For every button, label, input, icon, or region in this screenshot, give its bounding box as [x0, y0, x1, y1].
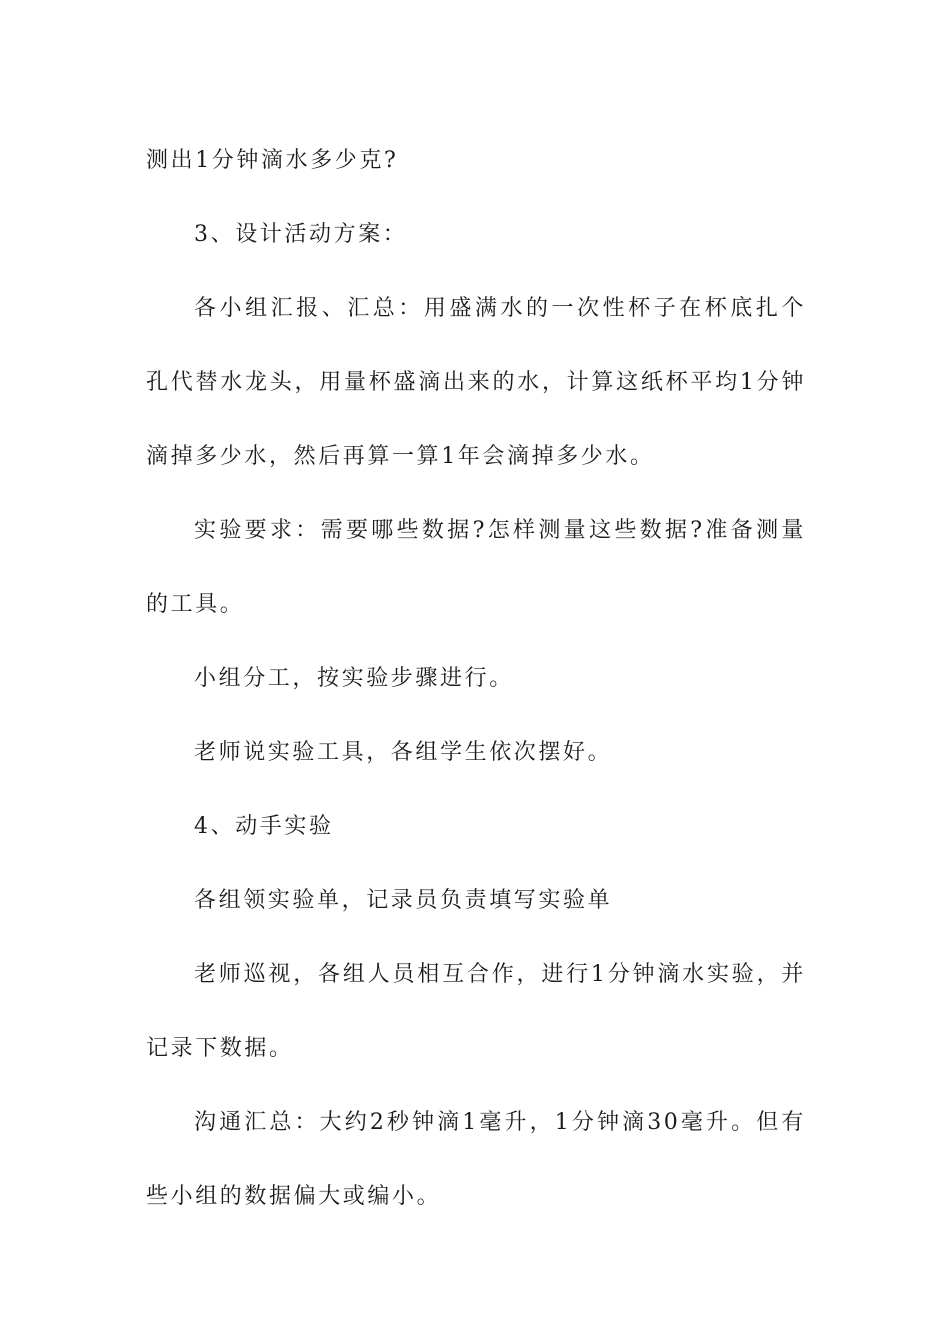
paragraph-1: 测出1分钟滴水多少克?: [146, 148, 399, 173]
paragraph-9: 老师巡视，各组人员相互合作，进行1分钟滴水实验，并记录下数据。: [146, 962, 806, 1061]
paragraph-3: 各小组汇报、汇总：用盛满水的一次性杯子在杯底扎个孔代替水龙头，用量杯盛滴出来的水，计算这纸杯平均1分钟滴掉多少水，然后再算一算1年会滴掉多少水。: [146, 296, 806, 469]
paragraph-7: 4、动手实验: [194, 814, 334, 839]
paragraph-8: 各组领实验单，记录员负责填写实验单: [194, 888, 613, 913]
document-body: [146, 124, 806, 1234]
paragraph-6: 老师说实验工具，各组学生依次摆好。: [194, 740, 613, 765]
paragraph-5: 小组分工，按实验步骤进行。: [194, 666, 514, 691]
paragraph-10: 沟通汇总：大约2秒钟滴1毫升，1分钟滴30毫升。但有些小组的数据偏大或编小。: [146, 1110, 806, 1209]
paragraph-4: 实验要求：需要哪些数据?怎样测量这些数据?准备测量的工具。: [146, 518, 806, 617]
paragraph-2: 3、设计活动方案：: [194, 222, 408, 247]
